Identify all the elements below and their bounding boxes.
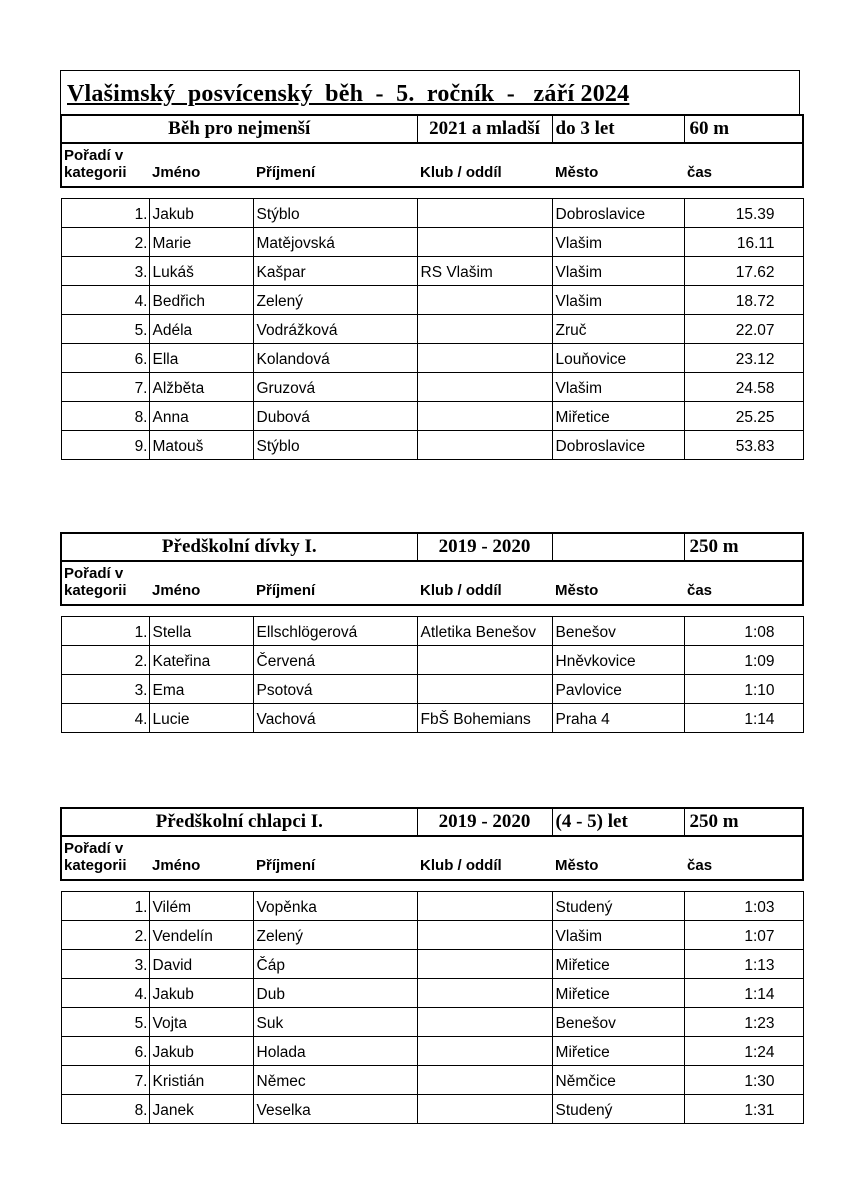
- club-cell: [417, 978, 552, 1007]
- rank-cell: 1.: [61, 198, 149, 227]
- first-name-cell: David: [149, 949, 253, 978]
- category-age: [552, 533, 684, 561]
- last-name-cell: Červená: [253, 645, 417, 674]
- table-row: [61, 920, 803, 949]
- first-name-cell: Lucie: [149, 703, 253, 732]
- category-years: 2021 a mladší: [417, 115, 552, 143]
- time-cell: 1:31: [684, 1094, 803, 1123]
- last-name-cell: Zelený: [253, 920, 417, 949]
- rank-cell: 8.: [61, 401, 149, 430]
- time-cell: 15.39: [684, 198, 803, 227]
- city-cell: Studený: [552, 891, 684, 920]
- city-cell: Zruč: [552, 314, 684, 343]
- club-cell: [417, 430, 552, 459]
- category-years: 2019 - 2020: [417, 533, 552, 561]
- rank-cell: 3.: [61, 256, 149, 285]
- rank-cell: 2.: [61, 920, 149, 949]
- spacer-row: [61, 187, 803, 198]
- header-city: Město: [552, 561, 684, 605]
- category-distance: 60 m: [684, 115, 803, 143]
- club-cell: [417, 1094, 552, 1123]
- club-cell: [417, 949, 552, 978]
- table-row: [61, 949, 803, 978]
- results-section: [60, 807, 802, 1124]
- city-cell: Miřetice: [552, 978, 684, 1007]
- time-cell: 16.11: [684, 227, 803, 256]
- header-time: čas: [684, 561, 803, 605]
- time-cell: 25.25: [684, 401, 803, 430]
- header-rank-line2: kategorii: [64, 857, 127, 874]
- last-name-cell: Vachová: [253, 703, 417, 732]
- rank-cell: 4.: [61, 703, 149, 732]
- spacer-row: [61, 605, 803, 616]
- first-name-cell: Kristián: [149, 1065, 253, 1094]
- header-city: Město: [552, 143, 684, 187]
- time-cell: 1:09: [684, 645, 803, 674]
- rank-cell: 5.: [61, 1007, 149, 1036]
- city-cell: Vlašim: [552, 920, 684, 949]
- table-row: [61, 978, 803, 1007]
- city-cell: Studený: [552, 1094, 684, 1123]
- rank-cell: 7.: [61, 372, 149, 401]
- last-name-cell: Zelený: [253, 285, 417, 314]
- table-row: [61, 401, 803, 430]
- header-first-name: Jméno: [149, 836, 253, 880]
- first-name-cell: Anna: [149, 401, 253, 430]
- first-name-cell: Lukáš: [149, 256, 253, 285]
- header-first-name: Jméno: [149, 143, 253, 187]
- table-row: [61, 1007, 803, 1036]
- club-cell: [417, 891, 552, 920]
- time-cell: 1:07: [684, 920, 803, 949]
- last-name-cell: Psotová: [253, 674, 417, 703]
- table-row: [61, 703, 803, 732]
- header-row: [61, 561, 803, 605]
- rank-cell: 3.: [61, 674, 149, 703]
- header-first-name: Jméno: [149, 561, 253, 605]
- header-last-name: Příjmení: [253, 836, 417, 880]
- spacer-row: [61, 880, 803, 891]
- header-club: Klub / oddíl: [417, 836, 552, 880]
- last-name-cell: Suk: [253, 1007, 417, 1036]
- first-name-cell: Janek: [149, 1094, 253, 1123]
- header-rank: [61, 143, 149, 187]
- category-distance: 250 m: [684, 808, 803, 836]
- club-cell: FbŠ Bohemians: [417, 703, 552, 732]
- header-rank-line2: kategorii: [64, 582, 127, 599]
- time-cell: 1:10: [684, 674, 803, 703]
- city-cell: Benešov: [552, 1007, 684, 1036]
- time-cell: 1:23: [684, 1007, 803, 1036]
- rank-cell: 5.: [61, 314, 149, 343]
- table-row: [61, 1036, 803, 1065]
- category-name: Předškolní dívky I.: [61, 533, 417, 561]
- club-cell: [417, 645, 552, 674]
- header-club: Klub / oddíl: [417, 561, 552, 605]
- results-table: [60, 114, 804, 460]
- first-name-cell: Vilém: [149, 891, 253, 920]
- first-name-cell: Vojta: [149, 1007, 253, 1036]
- category-name: Běh pro nejmenší: [61, 115, 417, 143]
- city-cell: Němčice: [552, 1065, 684, 1094]
- header-time: čas: [684, 143, 803, 187]
- last-name-cell: Stýblo: [253, 430, 417, 459]
- header-city: Město: [552, 836, 684, 880]
- header-rank-line1: Pořadí v: [64, 147, 124, 164]
- header-row: [61, 836, 803, 880]
- last-name-cell: Holada: [253, 1036, 417, 1065]
- club-cell: [417, 343, 552, 372]
- time-cell: 1:08: [684, 616, 803, 645]
- category-age: do 3 let: [552, 115, 684, 143]
- club-cell: [417, 1036, 552, 1065]
- rank-cell: 8.: [61, 1094, 149, 1123]
- club-cell: [417, 1065, 552, 1094]
- results-table: [60, 807, 804, 1124]
- club-cell: [417, 372, 552, 401]
- category-row: [61, 808, 803, 836]
- category-row: [61, 115, 803, 143]
- header-rank: [61, 836, 149, 880]
- table-row: [61, 674, 803, 703]
- time-cell: 1:24: [684, 1036, 803, 1065]
- time-cell: 53.83: [684, 430, 803, 459]
- header-rank-line1: Pořadí v: [64, 565, 124, 582]
- header-rank-line2: kategorii: [64, 164, 127, 181]
- rank-cell: 2.: [61, 645, 149, 674]
- first-name-cell: Ema: [149, 674, 253, 703]
- city-cell: Miřetice: [552, 1036, 684, 1065]
- last-name-cell: Gruzová: [253, 372, 417, 401]
- city-cell: Praha 4: [552, 703, 684, 732]
- city-cell: Miřetice: [552, 401, 684, 430]
- header-last-name: Příjmení: [253, 143, 417, 187]
- results-section: [60, 532, 802, 733]
- rank-cell: 6.: [61, 1036, 149, 1065]
- last-name-cell: Němec: [253, 1065, 417, 1094]
- club-cell: [417, 198, 552, 227]
- header-rank: [61, 561, 149, 605]
- first-name-cell: Matouš: [149, 430, 253, 459]
- city-cell: Louňovice: [552, 343, 684, 372]
- first-name-cell: Jakub: [149, 1036, 253, 1065]
- last-name-cell: Vopěnka: [253, 891, 417, 920]
- table-row: [61, 430, 803, 459]
- time-cell: 24.58: [684, 372, 803, 401]
- table-row: [61, 198, 803, 227]
- club-cell: Atletika Benešov: [417, 616, 552, 645]
- club-cell: [417, 285, 552, 314]
- time-cell: 22.07: [684, 314, 803, 343]
- time-cell: 1:03: [684, 891, 803, 920]
- table-row: [61, 645, 803, 674]
- header-time: čas: [684, 836, 803, 880]
- last-name-cell: Čáp: [253, 949, 417, 978]
- last-name-cell: Stýblo: [253, 198, 417, 227]
- club-cell: [417, 1007, 552, 1036]
- header-row: [61, 143, 803, 187]
- category-years: 2019 - 2020: [417, 808, 552, 836]
- time-cell: 18.72: [684, 285, 803, 314]
- first-name-cell: Bedřich: [149, 285, 253, 314]
- header-club: Klub / oddíl: [417, 143, 552, 187]
- city-cell: Vlašim: [552, 285, 684, 314]
- first-name-cell: Marie: [149, 227, 253, 256]
- category-row: [61, 533, 803, 561]
- time-cell: 1:14: [684, 703, 803, 732]
- header-last-name: Příjmení: [253, 561, 417, 605]
- rank-cell: 7.: [61, 1065, 149, 1094]
- last-name-cell: Dub: [253, 978, 417, 1007]
- last-name-cell: Ellschlögerová: [253, 616, 417, 645]
- time-cell: 17.62: [684, 256, 803, 285]
- first-name-cell: Jakub: [149, 978, 253, 1007]
- city-cell: Vlašim: [552, 256, 684, 285]
- table-row: [61, 891, 803, 920]
- first-name-cell: Jakub: [149, 198, 253, 227]
- club-cell: [417, 314, 552, 343]
- category-distance: 250 m: [684, 533, 803, 561]
- rank-cell: 2.: [61, 227, 149, 256]
- time-cell: 1:14: [684, 978, 803, 1007]
- time-cell: 1:30: [684, 1065, 803, 1094]
- city-cell: Dobroslavice: [552, 198, 684, 227]
- rank-cell: 6.: [61, 343, 149, 372]
- title-box: [60, 70, 800, 114]
- city-cell: Pavlovice: [552, 674, 684, 703]
- table-row: [61, 372, 803, 401]
- last-name-cell: Kolandová: [253, 343, 417, 372]
- category-age: (4 - 5) let: [552, 808, 684, 836]
- first-name-cell: Adéla: [149, 314, 253, 343]
- first-name-cell: Kateřina: [149, 645, 253, 674]
- last-name-cell: Veselka: [253, 1094, 417, 1123]
- page-title: Vlašimský posvícenský běh - 5. ročník - září 2024: [67, 81, 630, 107]
- first-name-cell: Stella: [149, 616, 253, 645]
- club-cell: RS Vlašim: [417, 256, 552, 285]
- rank-cell: 9.: [61, 430, 149, 459]
- first-name-cell: Vendelín: [149, 920, 253, 949]
- last-name-cell: Vodrážková: [253, 314, 417, 343]
- rank-cell: 1.: [61, 891, 149, 920]
- table-row: [61, 616, 803, 645]
- rank-cell: 4.: [61, 285, 149, 314]
- club-cell: [417, 227, 552, 256]
- category-name: Předškolní chlapci I.: [61, 808, 417, 836]
- city-cell: Miřetice: [552, 949, 684, 978]
- table-row: [61, 1094, 803, 1123]
- results-section: [60, 114, 802, 460]
- city-cell: Benešov: [552, 616, 684, 645]
- rank-cell: 1.: [61, 616, 149, 645]
- city-cell: Hněvkovice: [552, 645, 684, 674]
- club-cell: [417, 920, 552, 949]
- first-name-cell: Ella: [149, 343, 253, 372]
- first-name-cell: Alžběta: [149, 372, 253, 401]
- rank-cell: 3.: [61, 949, 149, 978]
- city-cell: Vlašim: [552, 372, 684, 401]
- table-row: [61, 1065, 803, 1094]
- table-row: [61, 227, 803, 256]
- table-row: [61, 285, 803, 314]
- results-table: [60, 532, 804, 733]
- table-row: [61, 343, 803, 372]
- time-cell: 1:13: [684, 949, 803, 978]
- club-cell: [417, 401, 552, 430]
- city-cell: Dobroslavice: [552, 430, 684, 459]
- table-row: [61, 256, 803, 285]
- last-name-cell: Matějovská: [253, 227, 417, 256]
- time-cell: 23.12: [684, 343, 803, 372]
- header-rank-line1: Pořadí v: [64, 840, 124, 857]
- last-name-cell: Kašpar: [253, 256, 417, 285]
- club-cell: [417, 674, 552, 703]
- last-name-cell: Dubová: [253, 401, 417, 430]
- rank-cell: 4.: [61, 978, 149, 1007]
- city-cell: Vlašim: [552, 227, 684, 256]
- table-row: [61, 314, 803, 343]
